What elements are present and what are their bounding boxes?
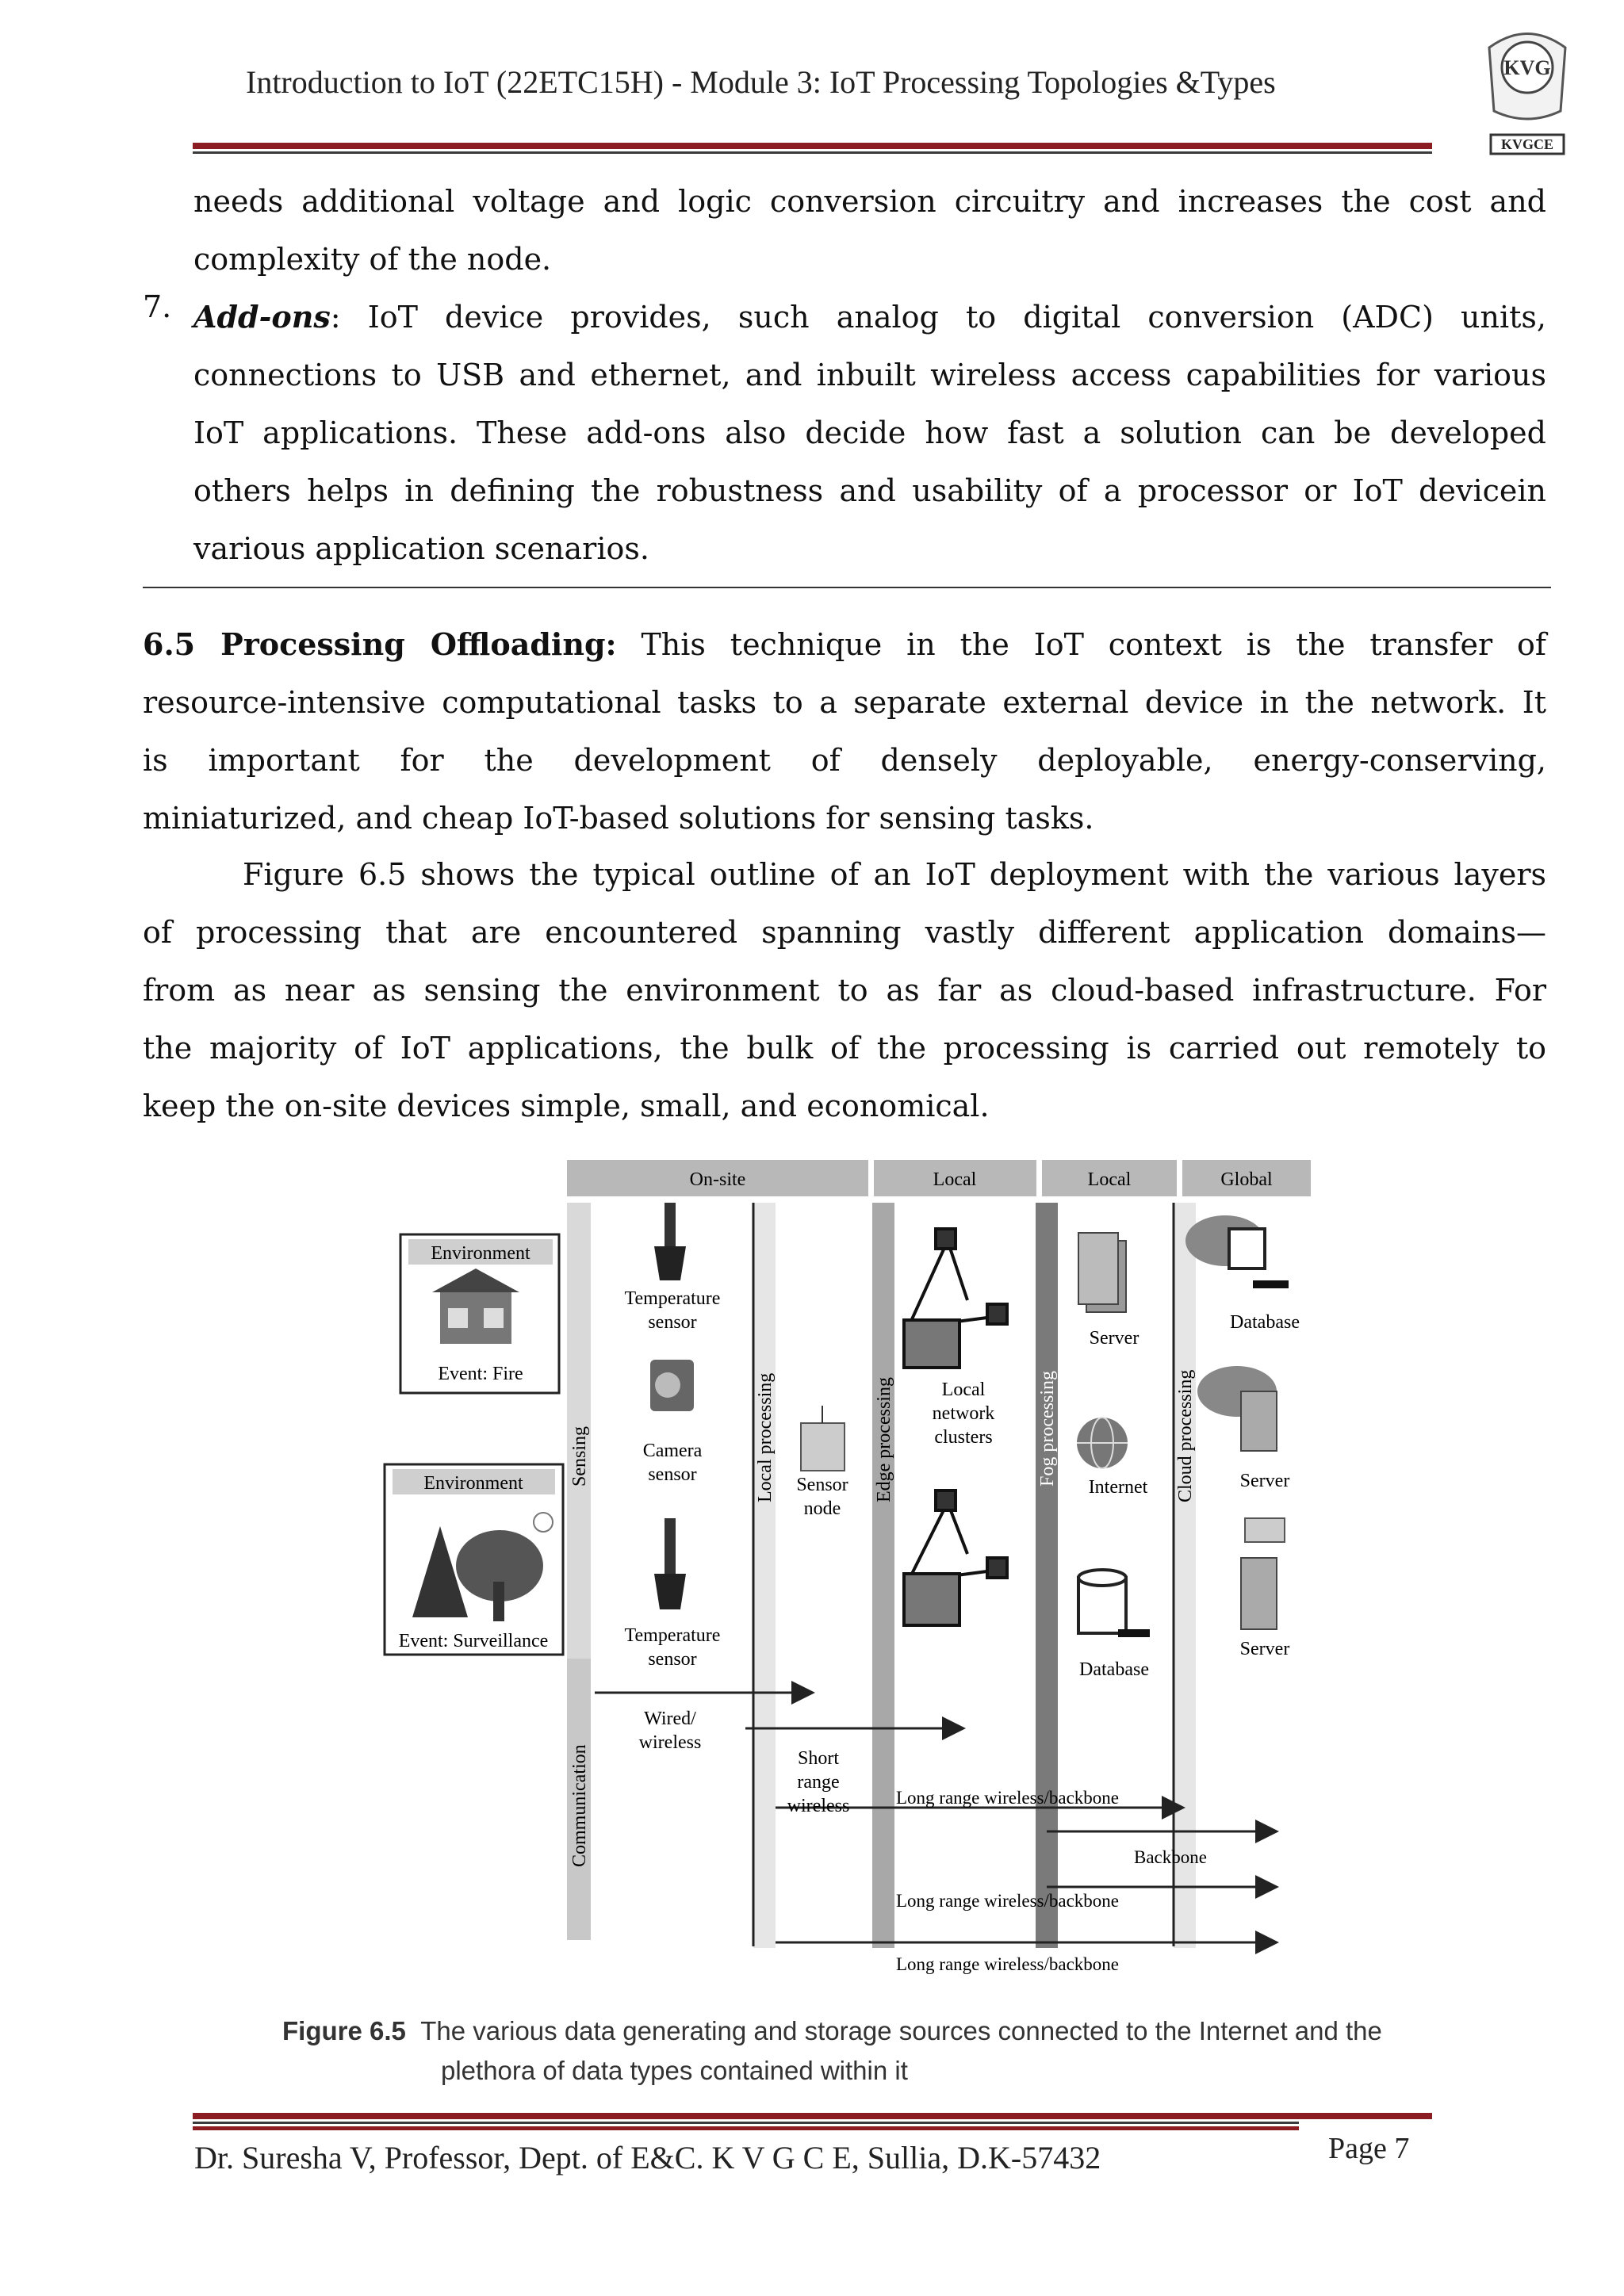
fog-processing-label: Fog processing [1037,1371,1058,1487]
internet-label: Internet [1088,1477,1148,1498]
short-range-label: Short [797,1748,840,1769]
figure-intro-paragraph [143,846,1546,1135]
footer-rule [193,2126,1299,2130]
communication-label: Communication [569,1744,590,1867]
long-range-label: Long range wireless/backbone [896,1891,1120,1911]
network-cluster-icon [904,1490,1007,1625]
col-local-label: Local [1087,1169,1132,1190]
clusters-label: network [932,1403,995,1424]
server-label: Server [1239,1471,1290,1491]
database-label: Database [1230,1312,1300,1333]
local-processing-band [753,1203,776,1948]
env2-event: Event: Surveillance [398,1631,549,1651]
caption-text: The various data generating and storage sources connected to the Internet and the [420,2016,1382,2045]
logo-text: KVGCE [1500,136,1554,152]
text-line: is important for the development of densely deployable, energy-conserving, [143,743,1546,778]
server-label: Server [1239,1639,1290,1659]
backbone-label: Backbone [1134,1847,1207,1867]
text-line: resource-intensive computational tasks to a separate external device in the network. It [143,685,1546,720]
env1-title: Environment [431,1243,530,1264]
text-line: needs additional voltage and logic conversion circuitry and increases the cost and [193,184,1546,219]
text-line: Figure 6.5 shows the typical outline of an IoT deployment with the various layers [243,857,1546,892]
cloud-database-icon [1185,1215,1289,1288]
text-line: others helps in defining the robustness and usability of a processor or IoT devicein [193,473,1546,508]
college-logo [1473,24,1581,159]
wired-label: wireless [638,1732,702,1753]
footer-author: Dr. Suresha V, Professor, Dept. of E&C. K V G C E, Sullia, D.K-57432 [194,2140,1101,2175]
sensing-label: Sensing [569,1425,590,1487]
short-range-label: wireless [787,1796,850,1816]
short-range-label: range [797,1772,840,1793]
footer-rule [193,2113,1432,2119]
long-range-label: Long range wireless/backbone [896,1954,1120,1974]
section-6-5-paragraph [143,615,1546,848]
text-line: complexity of the node. [193,242,552,277]
text-line: IoT applications. These add-ons also decide how fast a solution can be developed [193,415,1546,450]
figure-caption [282,2011,1382,2091]
temp-sensor-label: sensor [648,1312,697,1333]
sensor-node-label: Sensor [796,1475,848,1495]
sensor-node-icon [801,1406,845,1471]
section-divider [143,587,1551,588]
page-number: Page 7 [1328,2132,1410,2165]
col-onsite-label: On-site [689,1169,746,1190]
sensor-node-label: node [803,1498,841,1519]
text-line: : IoT device provides, such analog to digital conversion (ADC) units, [330,300,1546,335]
header-rule [193,143,1432,149]
temp-sensor-label: Temperature [624,1288,721,1309]
header-rule-thin [193,151,1432,154]
database-icon [1078,1570,1150,1637]
text-line: from as near as sensing the environment to as far as cloud-based infrastructure. For [143,973,1546,1008]
text-line: This technique in the IoT context is the transfer of [616,627,1547,662]
camera-sensor-label: Camera [642,1441,703,1461]
item-7-paragraph [193,288,1546,578]
clusters-label: clusters [934,1427,993,1448]
text-line: of processing that are encountered spanning vastly different application domains— [143,915,1546,950]
list-number: 7. [143,289,172,324]
continuation-paragraph [193,173,1546,289]
temperature-sensor-icon [654,1203,686,1280]
camera-sensor-icon [650,1360,694,1411]
long-range-label: Long range wireless/backbone [896,1788,1120,1808]
database-label: Database [1079,1659,1149,1680]
header-title: Introduction to IoT (22ETC15H) - Module 3: IoT Processing Topologies &Types [246,64,1276,100]
svg-text:KVG: KVG [1503,56,1551,79]
cloud-processing-band [1174,1203,1196,1948]
network-cluster-icon [904,1229,1007,1368]
fog-processing-band [1036,1203,1058,1948]
text-line: various application scenarios. [193,531,649,566]
caption-label: Figure 6.5 [282,2016,406,2045]
edge-processing-label: Edge processing [874,1377,894,1502]
wired-label: Wired/ [644,1709,696,1729]
camera-sensor-label: sensor [648,1464,697,1485]
clusters-label: Local [941,1380,986,1400]
col-local-label: Local [933,1169,977,1190]
item-term: Add-ons [193,299,331,335]
text-line: connections to USB and ethernet, and inbuilt wireless access capabilities for various [193,358,1546,392]
figure-6-5 [381,1154,1316,1994]
text-line: the majority of IoT applications, the bulk of the processing is carried out remotely to [143,1031,1546,1066]
caption-text: plethora of data types contained within it [441,2056,908,2085]
internet-globe-icon [1077,1418,1128,1468]
temp-sensor-label: Temperature [624,1625,721,1646]
temp-sensor-label: sensor [648,1649,697,1670]
section-heading: 6.5 Processing Offloading: [143,626,617,662]
env1-event: Event: Fire [438,1364,523,1384]
edge-processing-band [872,1203,894,1948]
env2-title: Environment [423,1473,523,1494]
col-global-label: Global [1220,1169,1273,1190]
server-icon [1241,1518,1285,1629]
local-processing-label: Local processing [755,1372,776,1502]
temperature-sensor-icon [654,1518,686,1609]
text-line: keep the on-site devices simple, small, and economical. [143,1089,990,1123]
footer-rule-thin [193,2122,1299,2124]
server-label: Server [1089,1328,1139,1349]
text-line: miniaturized, and cheap IoT-based solutions for sensing tasks. [143,801,1094,836]
cloud-processing-label: Cloud processing [1175,1369,1196,1502]
cloud-server-icon [1197,1366,1277,1451]
server-icon [1078,1233,1126,1312]
